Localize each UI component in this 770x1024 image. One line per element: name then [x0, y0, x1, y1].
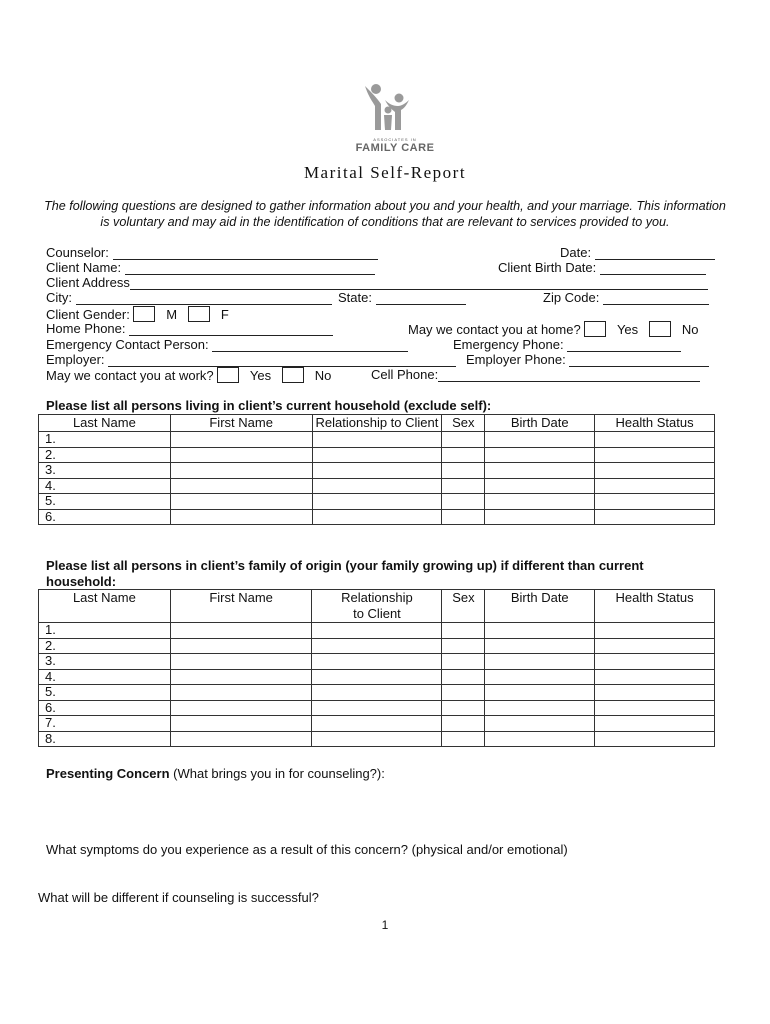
presenting-concern-rest: (What brings you in for counseling?): [169, 766, 385, 781]
table-cell[interactable] [312, 478, 442, 494]
emergency-phone-field[interactable] [567, 338, 681, 352]
gender-m-checkbox[interactable] [133, 306, 155, 322]
contact-work-yes-checkbox[interactable] [217, 367, 239, 383]
table-cell[interactable] [485, 494, 595, 510]
table-cell[interactable] [442, 685, 485, 701]
table-row [39, 432, 715, 448]
table-cell[interactable] [595, 623, 715, 639]
employer-field[interactable] [108, 353, 456, 367]
table-cell[interactable] [595, 478, 715, 494]
table-row [39, 447, 715, 463]
employer-label: Employer: [46, 352, 105, 367]
counselor-field[interactable] [113, 246, 378, 260]
table-cell[interactable] [312, 638, 442, 654]
table-cell[interactable] [312, 509, 442, 525]
gender-f-label: F [220, 307, 229, 322]
table-row [39, 731, 715, 747]
origin-col-health-status: Health Status [595, 590, 715, 623]
row-number: 6. [39, 700, 171, 716]
row-number: 1. [39, 623, 171, 639]
emergency-phone-label: Emergency Phone: [453, 337, 564, 352]
table-cell[interactable] [312, 494, 442, 510]
client-address-field[interactable] [130, 276, 708, 290]
client-name-label: Client Name: [46, 260, 122, 275]
contact-work-no-checkbox[interactable] [282, 367, 304, 383]
table-cell[interactable] [170, 716, 312, 732]
household-col-first-name: First Name [170, 415, 312, 432]
presenting-concern-question [46, 766, 385, 781]
table-cell[interactable] [595, 447, 715, 463]
table-cell[interactable] [485, 716, 595, 732]
home-phone-label: Home Phone: [46, 321, 126, 336]
table-row [39, 669, 715, 685]
table-cell[interactable] [485, 623, 595, 639]
table-cell[interactable] [595, 685, 715, 701]
city-label: City: [46, 290, 72, 305]
table-cell[interactable] [170, 478, 312, 494]
row-number: 1. [39, 432, 171, 448]
row-home-phone [46, 321, 716, 336]
state-field[interactable] [376, 291, 466, 305]
table-cell[interactable] [170, 432, 312, 448]
success-question: What will be different if counseling is successful? [38, 890, 319, 905]
table-cell[interactable] [170, 463, 312, 479]
table-row [39, 623, 715, 639]
contact-work-no-label: No [314, 368, 332, 383]
logo [355, 80, 435, 155]
table-cell[interactable] [312, 463, 442, 479]
table-cell[interactable] [485, 447, 595, 463]
gender-f-checkbox[interactable] [188, 306, 210, 322]
table-cell[interactable] [595, 669, 715, 685]
table-cell[interactable] [485, 669, 595, 685]
table-cell[interactable] [595, 654, 715, 670]
table-cell[interactable] [170, 447, 312, 463]
contact-home-label: May we contact you at home? [408, 322, 581, 337]
table-row [39, 700, 715, 716]
intro-text: The following questions are designed to gather information about you and your health, and your marriage. This information is voluntary and may aid in the identification of conditions that are relevant to services provided to you. [44, 199, 726, 229]
origin-heading-line1: Please list all persons in client’s family of origin (your family growing up) if different than current [46, 558, 644, 573]
table-row [39, 509, 715, 525]
table-cell[interactable] [595, 463, 715, 479]
emergency-contact-label: Emergency Contact Person: [46, 337, 209, 352]
counselor-label: Counselor: [46, 245, 109, 260]
zip-field[interactable] [603, 291, 709, 305]
date-field[interactable] [595, 246, 715, 260]
table-row [39, 716, 715, 732]
row-number: 3. [39, 654, 171, 670]
table-cell[interactable] [312, 669, 442, 685]
table-cell[interactable] [485, 654, 595, 670]
table-row [39, 494, 715, 510]
table-cell[interactable] [595, 700, 715, 716]
logo-name: FAMILY CARE [355, 142, 435, 154]
table-cell[interactable] [485, 432, 595, 448]
table-cell[interactable] [485, 685, 595, 701]
row-number: 7. [39, 716, 171, 732]
page-number: 1 [381, 918, 389, 932]
table-cell[interactable] [595, 638, 715, 654]
table-cell[interactable] [442, 638, 485, 654]
client-birth-date-label: Client Birth Date: [498, 260, 597, 275]
row-employer [46, 352, 716, 367]
row-work-contact [46, 367, 716, 382]
client-name-field[interactable] [125, 261, 375, 275]
row-client-name [46, 260, 716, 275]
origin-heading-line2: household: [46, 574, 117, 589]
table-cell[interactable] [595, 716, 715, 732]
table-cell[interactable] [170, 509, 312, 525]
employer-phone-field[interactable] [569, 353, 709, 367]
table-cell[interactable] [312, 685, 442, 701]
table-row [39, 685, 715, 701]
household-heading: Please list all persons living in client’s current household (exclude self): [46, 398, 492, 413]
contact-home-no-checkbox[interactable] [649, 321, 671, 337]
table-cell[interactable] [170, 638, 312, 654]
contact-home-yes-label: Yes [616, 322, 639, 337]
table-cell[interactable] [442, 623, 485, 639]
table-cell[interactable] [312, 700, 442, 716]
emergency-contact-field[interactable] [212, 338, 408, 352]
client-gender-label: Client Gender: [46, 307, 130, 322]
date-label: Date: [560, 245, 592, 260]
row-number: 3. [39, 463, 171, 479]
origin-col-first-name: First Name [170, 590, 312, 623]
origin-table [38, 589, 715, 747]
table-cell[interactable] [170, 654, 312, 670]
table-cell[interactable] [595, 509, 715, 525]
presenting-concern-bold: Presenting Concern [46, 766, 170, 781]
row-number: 5. [39, 685, 171, 701]
table-cell[interactable] [312, 447, 442, 463]
table-cell[interactable] [485, 731, 595, 747]
row-number: 4. [39, 669, 171, 685]
table-cell[interactable] [442, 494, 485, 510]
table-cell[interactable] [442, 700, 485, 716]
table-row [39, 478, 715, 494]
row-client-address [46, 275, 716, 290]
row-city [46, 290, 716, 305]
table-cell[interactable] [442, 478, 485, 494]
row-number: 6. [39, 509, 171, 525]
cell-phone-label: Cell Phone: [371, 367, 439, 382]
table-cell[interactable] [442, 654, 485, 670]
origin-col-last-name: Last Name [39, 590, 171, 623]
table-cell[interactable] [170, 623, 312, 639]
row-number: 5. [39, 494, 171, 510]
table-cell[interactable] [595, 731, 715, 747]
table-cell[interactable] [442, 669, 485, 685]
table-cell[interactable] [485, 463, 595, 479]
household-col-relationship: Relationship to Client [312, 415, 442, 432]
table-cell[interactable] [485, 478, 595, 494]
table-cell[interactable] [170, 700, 312, 716]
table-row [39, 654, 715, 670]
table-row [39, 463, 715, 479]
client-birth-date-field[interactable] [600, 261, 706, 275]
table-cell[interactable] [312, 654, 442, 670]
contact-home-no-label: No [681, 322, 699, 337]
gender-m-label: M [166, 307, 178, 322]
table-cell[interactable] [485, 638, 595, 654]
zip-label: Zip Code: [543, 290, 600, 305]
home-phone-field[interactable] [129, 322, 333, 336]
household-col-sex: Sex [442, 415, 485, 432]
table-cell[interactable] [170, 731, 312, 747]
household-col-health-status: Health Status [595, 415, 715, 432]
row-counselor [46, 245, 716, 260]
table-cell[interactable] [312, 716, 442, 732]
household-col-birth-date: Birth Date [485, 415, 595, 432]
row-number: 2. [39, 638, 171, 654]
table-cell[interactable] [312, 432, 442, 448]
table-cell[interactable] [312, 731, 442, 747]
table-cell[interactable] [170, 669, 312, 685]
table-cell[interactable] [485, 509, 595, 525]
table-cell[interactable] [442, 509, 485, 525]
contact-work-yes-label: Yes [249, 368, 272, 383]
table-cell[interactable] [442, 447, 485, 463]
household-col-last-name: Last Name [39, 415, 171, 432]
row-number: 2. [39, 447, 171, 463]
logo-tagline: ASSOCIATES IN [373, 137, 417, 142]
origin-col-sex: Sex [442, 590, 485, 623]
household-table [38, 414, 715, 525]
symptoms-question: What symptoms do you experience as a result of this concern? (physical and/or emotional) [46, 842, 568, 857]
table-cell[interactable] [595, 494, 715, 510]
origin-col-birth-date: Birth Date [485, 590, 595, 623]
cell-phone-field[interactable] [438, 368, 700, 382]
client-address-label: Client Address [46, 275, 130, 290]
origin-col-relationship: Relationship to Client [312, 590, 442, 623]
contact-work-label: May we contact you at work? [46, 368, 214, 383]
table-cell[interactable] [442, 463, 485, 479]
row-gender [46, 306, 716, 321]
table-cell[interactable] [595, 432, 715, 448]
contact-home-yes-checkbox[interactable] [584, 321, 606, 337]
table-cell[interactable] [442, 716, 485, 732]
row-number: 4. [39, 478, 171, 494]
city-field[interactable] [76, 291, 332, 305]
employer-phone-label: Employer Phone: [466, 352, 566, 367]
family-logo-icon [355, 80, 435, 136]
table-cell[interactable] [485, 700, 595, 716]
table-cell[interactable] [170, 494, 312, 510]
table-row [39, 638, 715, 654]
page-title: Marital Self-Report [303, 163, 467, 182]
row-emergency [46, 337, 716, 352]
table-cell[interactable] [442, 432, 485, 448]
state-label: State: [338, 290, 372, 305]
table-cell[interactable] [312, 623, 442, 639]
table-cell[interactable] [442, 731, 485, 747]
table-cell[interactable] [170, 685, 312, 701]
row-number: 8. [39, 731, 171, 747]
